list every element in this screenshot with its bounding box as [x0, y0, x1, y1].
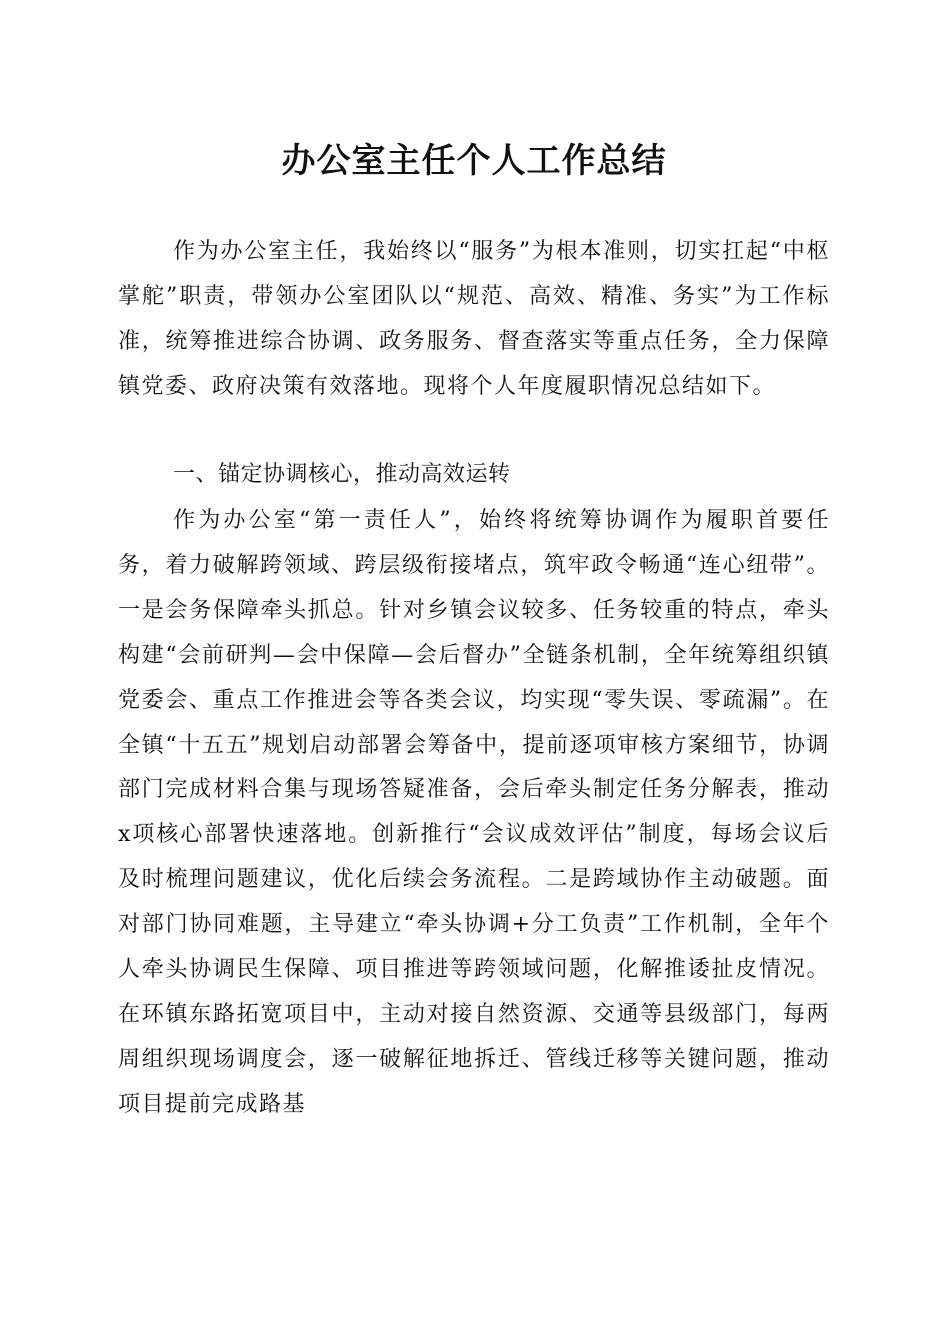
document-title: 办公室主任个人工作总结	[281, 141, 667, 181]
intro-paragraph: 作为办公室主任，我始终以“服务”为根本准则，切实扛起“中枢掌舵”职责，带领办公室团队以“规范、高效、精准、务实”为工作标准，统筹推进综合协调、政务服务、督查落实等重点任务，全力保障镇党委、政府决策有效落地。现将个人年度履职情况总结如下。	[118, 239, 830, 399]
section-heading: 一、锚定协调核心，推动高效运转	[173, 462, 511, 487]
section-paragraph: 作为办公室“第一责任人”，始终将统筹协调作为履职首要任务，着力破解跨领域、跨层级衔接堵点，筑牢政令畅通“连心纽带”。一是会务保障牵头抓总。针对乡镇会议较多、任务较重的特点，牵头构建“会前研判—会中保障—会后督办”全链条机制，全年统筹组织镇党委会、重点工作推进会等各类会议，均实现“零失误、零疏漏”。在全镇“十五五”规划启动部署会筹备中，提前逐项审核方案细节，协调部门完成材料合集与现场答疑准备，会后牵头制定任务分解表，推动x项核心部署快速落地。创新推行“会议成效评估”制度，每场会议后及时梳理问题建议，优化后续会务流程。二是跨域协作主动破题。面对部门协同难题，主导建立“牵头协调+分工负责”工作机制，全年个人牵头协调民生保障、项目推进等跨领域问题，化解推诿扯皮情况。在环镇东路拓宽项目中，主动对接自然资源、交通等县级部门，每两周组织现场调度会，逐一破解征地拆迁、管线迁移等关键问题，推动项目提前完成路基	[118, 508, 830, 1117]
